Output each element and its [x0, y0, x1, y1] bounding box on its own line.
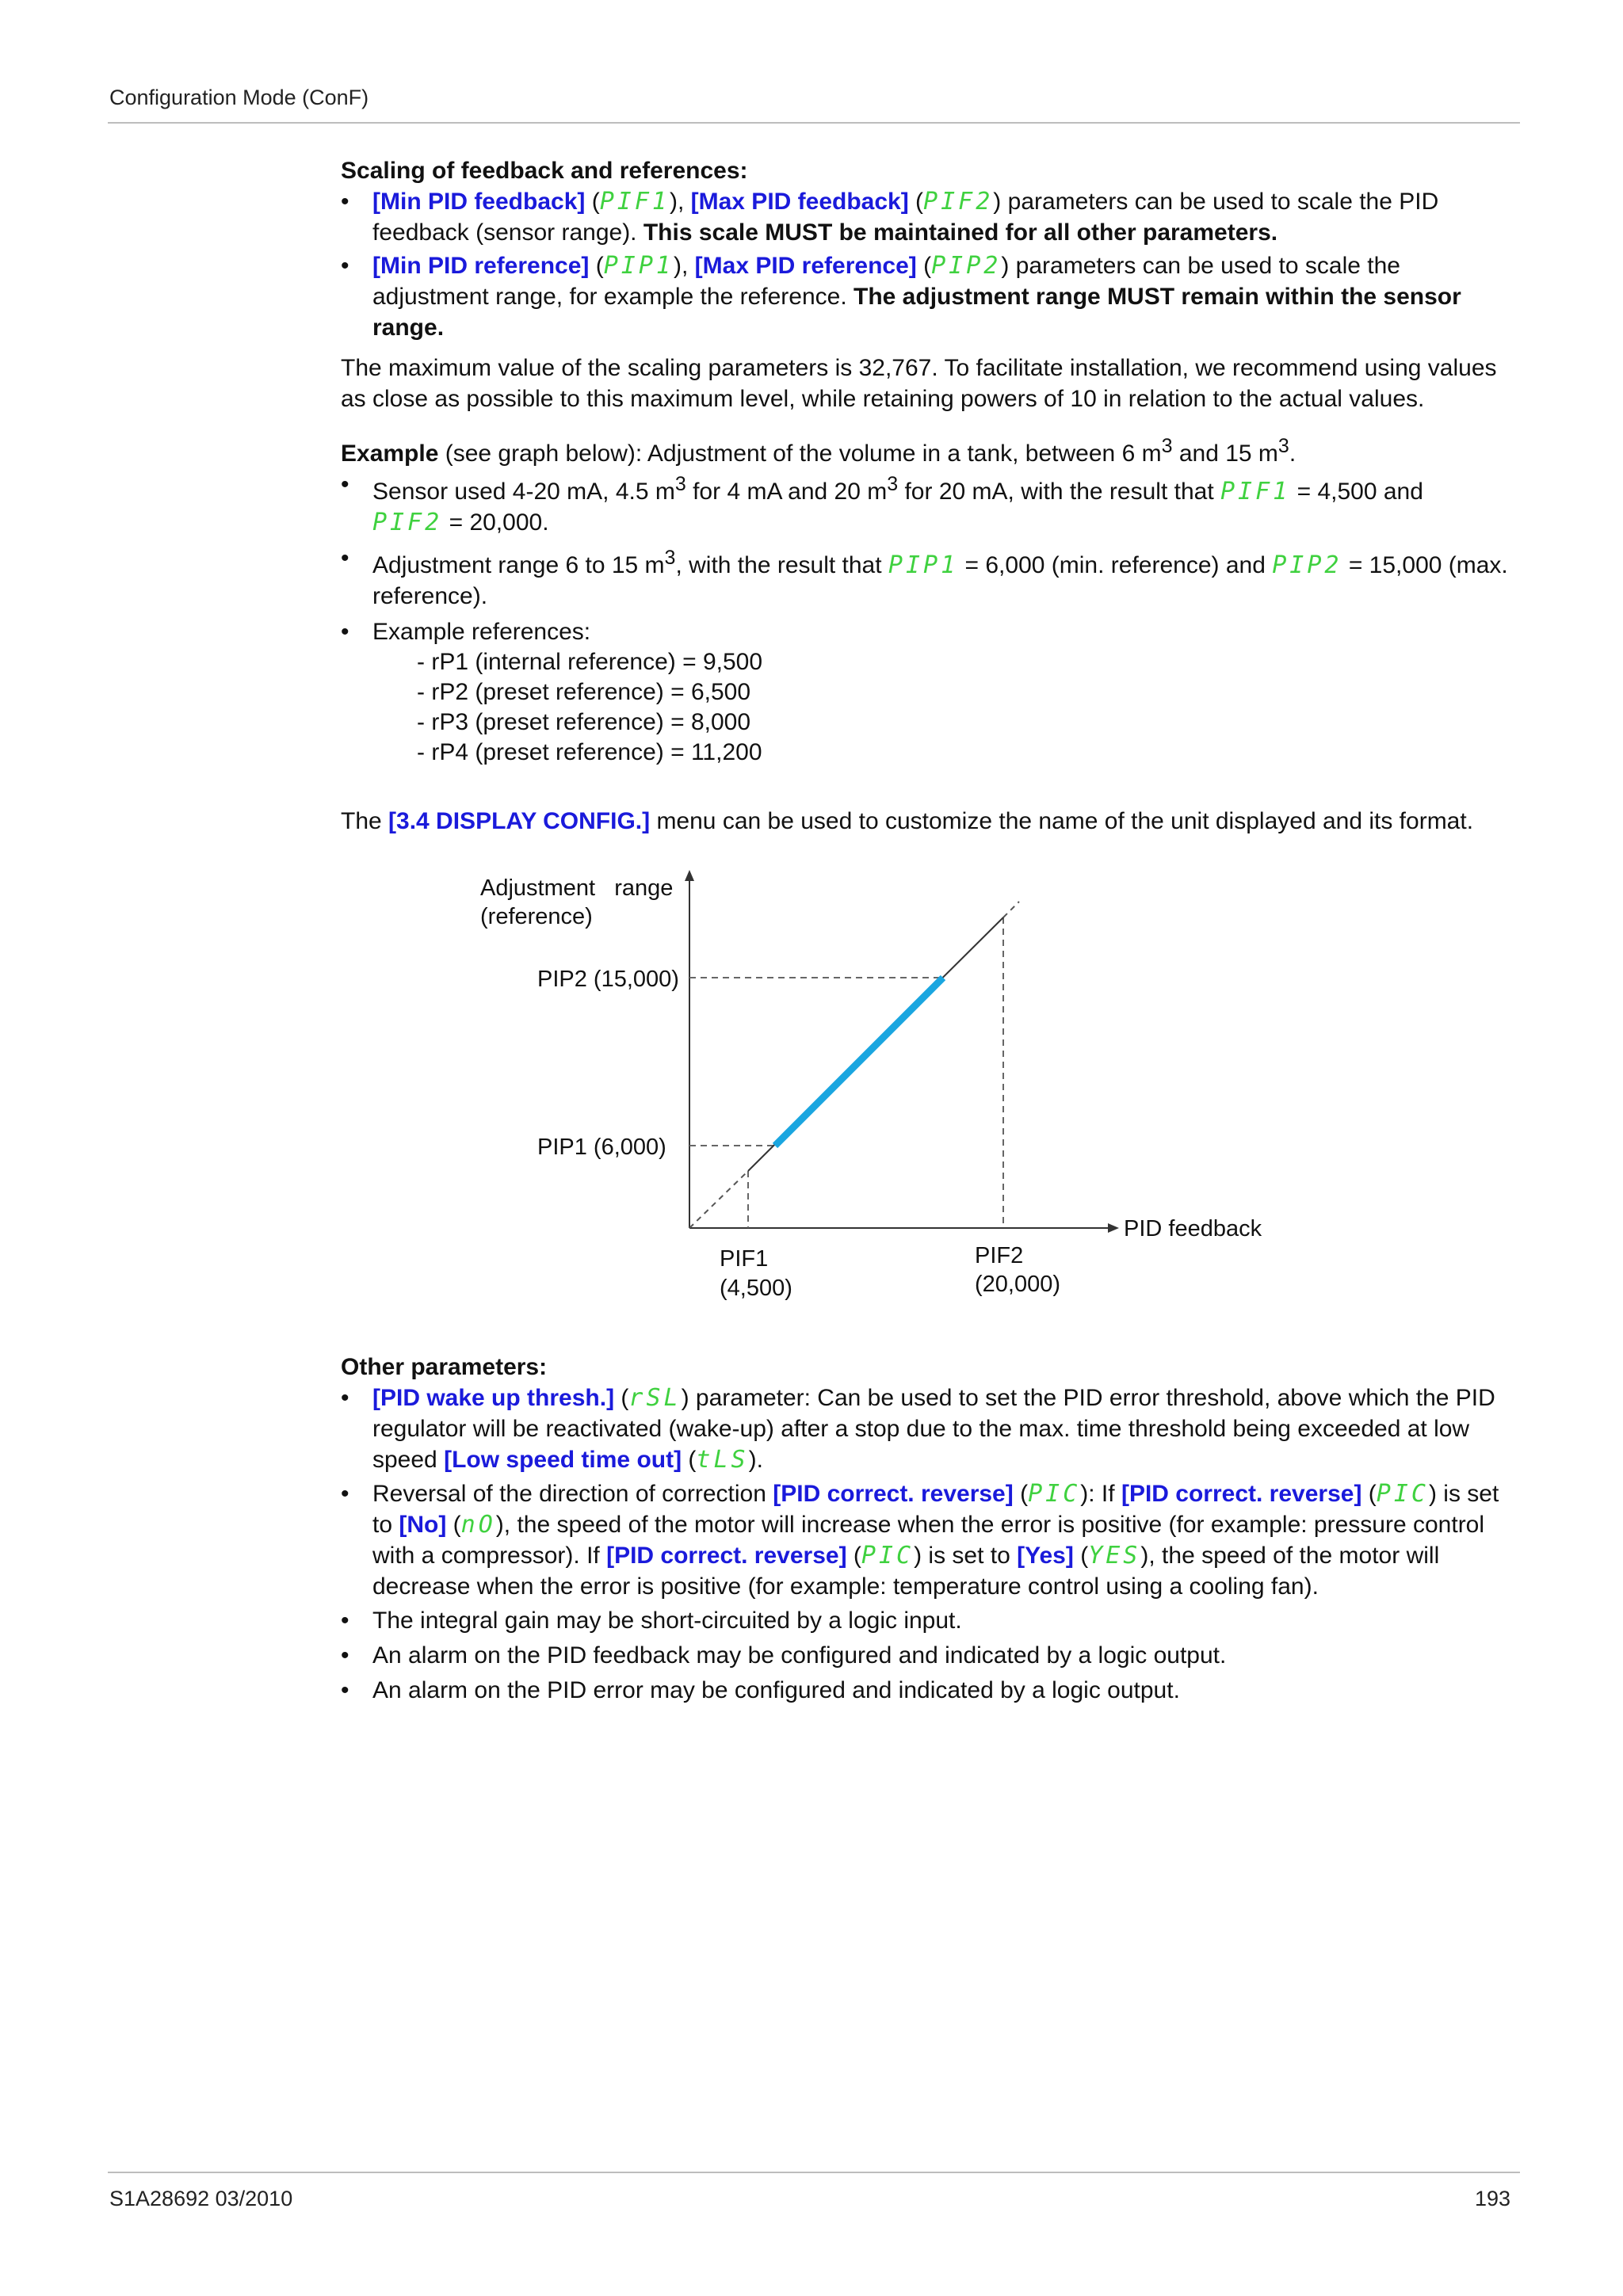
value-yes: [Yes] [1017, 1543, 1074, 1569]
param-code: PIF2 [923, 188, 994, 215]
reference-item: - rP3 (preset reference) = 8,000 [417, 709, 751, 735]
pid-scaling-chart [396, 864, 1300, 1323]
y-axis-label-line1: Adjustment range [480, 875, 674, 901]
value-no: [No] [399, 1512, 447, 1538]
example-intro [341, 431, 1518, 469]
reference-list [341, 647, 1518, 768]
param-code: PIC [861, 1542, 915, 1569]
param-link: [Max PID reference] [694, 253, 917, 279]
origin-extension [689, 1171, 748, 1228]
body-text: Sensor used 4-20 mA, 4.5 m [372, 479, 675, 505]
scaling-heading: Scaling of feedback and references: [341, 158, 748, 184]
body-text: , with the result that [675, 552, 888, 578]
list-item: • Example references: [341, 619, 591, 645]
body-text: is set to [372, 1481, 1499, 1538]
param-link: [PID correct. reverse] [773, 1481, 1014, 1507]
body-text: = 20,000. [442, 509, 549, 536]
param-code: PIP2 [1272, 551, 1342, 579]
param-link: [Min PID feedback] [372, 189, 586, 215]
y-axis-label-line2: (reference) [480, 904, 593, 929]
param-code: tLS [696, 1446, 749, 1474]
x-tick-pif1-name: PIF1 [720, 1246, 769, 1272]
body-text: Reversal of the direction of correction [372, 1481, 773, 1507]
display-config-paragraph [341, 806, 1518, 837]
list-item: • [Min PID feedback] (PIF1), [Max PID feedback] (PIF2) parameters can be used to scale the PID feedback (sensor range). This scale MUST be maintained for all other parameters. [341, 188, 1439, 246]
body-text: for 4 mA and 20 m [685, 479, 888, 505]
adjustment-range-segment [775, 978, 943, 1146]
footer-rule [108, 2172, 1520, 2173]
bold-text: The adjustment range MUST remain within the sensor range. [372, 284, 1461, 341]
body-text: for 20 mA, with the result that [898, 479, 1220, 505]
body-text: , the speed of the motor will decrease when the error is positive (for example: temperature control using a cooling fan). [372, 1543, 1440, 1600]
body-text: and 15 m [1172, 441, 1278, 467]
example-label: Example [341, 441, 439, 467]
body-text: = 6,000 (min. reference) and [958, 552, 1273, 578]
upper-extension [1003, 902, 1019, 917]
reference-item: - rP1 (internal reference) = 9,500 [417, 649, 763, 675]
list-item: • The integral gain may be short-circuited by a logic input. [341, 1608, 962, 1634]
body-text: An alarm on the PID error may be configured and indicated by a logic output. [372, 1677, 1180, 1703]
reference-item: - rP4 (preset reference) = 11,200 [417, 739, 762, 765]
param-code: PIC [1376, 1480, 1429, 1508]
superscript: 3 [674, 473, 686, 495]
scaling-paragraph: The maximum value of the scaling parameters is 32,767. To facilitate installation, we recommend using values as close as possible to this maximum level, while retaining powers of 10 in relation to the actual values. [341, 355, 1497, 412]
param-link: [PID correct. reverse] [606, 1543, 847, 1569]
param-code: PIP1 [888, 551, 959, 579]
footer-page-number: 193 [1474, 2187, 1510, 2210]
y-axis-arrow [685, 870, 694, 881]
param-code: PIF1 [1220, 478, 1291, 505]
superscript: 3 [887, 473, 899, 495]
superscript: 3 [1277, 435, 1289, 457]
bold-text: This scale MUST be maintained for all other parameters. [643, 219, 1278, 246]
param-code: PIF2 [372, 509, 443, 536]
body-text: The integral gain may be short-circuited by a logic input. [372, 1608, 962, 1634]
footer-doc-id: S1A28692 03/2010 [109, 2187, 293, 2210]
param-link: [Min PID reference] [372, 253, 590, 279]
body-text: . [1289, 441, 1296, 467]
param-code: YES [1088, 1542, 1141, 1569]
body-text: is set to [922, 1543, 1018, 1569]
header-rule [108, 122, 1520, 124]
param-code: nO [460, 1511, 496, 1539]
list-item: • Adjustment range 6 to 15 $m^3$, with the result that PIP1 = 6,000 (min. reference) and PIP2 = 15,000 (max. reference). [341, 545, 1508, 609]
list-item: • [Min PID reference] (PIP1), [Max PID reference] (PIP2) parameters can be used to scale the adjustment range, for example the reference. The adjustment range MUST remain within the sensor range. [341, 252, 1461, 341]
other-parameters [341, 1352, 1518, 1706]
superscript: 3 [1161, 435, 1173, 457]
body-text: = 4,500 and [1290, 479, 1423, 505]
x-axis-label: PID feedback [1124, 1216, 1262, 1241]
list-item: • An alarm on the PID feedback may be configured and indicated by a logic output. [341, 1642, 1227, 1669]
x-tick-pif2-value: (20,000) [975, 1272, 1061, 1297]
body-text: parameters can be used to scale the PID feedback (sensor range). [372, 189, 1439, 246]
other-list [341, 1383, 1518, 1706]
body-text: menu can be used to customize the name of the unit displayed and its format. [650, 808, 1474, 834]
param-code: rSL [628, 1384, 682, 1412]
param-link: [PID wake up thresh.] [372, 1385, 615, 1411]
x-axis-arrow [1108, 1223, 1119, 1233]
body-text: . [756, 1447, 763, 1473]
body-text: An alarm on the PID feedback may be configured and indicated by a logic output. [372, 1642, 1227, 1669]
body-text: : If [1088, 1481, 1121, 1507]
body-text: Example references: [372, 619, 591, 645]
body-text: The [341, 808, 389, 834]
param-code: PIP2 [931, 252, 1002, 280]
list-item: • Sensor used 4-20 mA, 4.5 $m^3$ for 4 mA and 20 $m^3$ for 20 mA, with the result that PIF1 = 4,500 and PIF2 = 20,000. [341, 471, 1423, 536]
main-content [341, 155, 1518, 837]
x-tick-pif1-value: (4,500) [720, 1276, 792, 1301]
y-tick-pip1: PIP1 (6,000) [537, 1135, 666, 1160]
list-item: • Reversal of the direction of correction [PID correct. reverse] (PIC): If [PID correct. reverse] (PIC) is set to [No] (nO), the speed of the motor will increase when the error is positive (for example: pressure control with a compressor). If [PID correct. reverse] (PIC) is set to [Yes] (YES), the speed of the motor will decrease when the error is positive (for example: temperature control using a cooling fan). [341, 1480, 1499, 1600]
other-heading: Other parameters: [341, 1354, 548, 1380]
param-code: PIF1 [599, 188, 670, 215]
param-link: [Max PID feedback] [690, 189, 909, 215]
param-code: PIC [1028, 1480, 1081, 1508]
y-tick-pip2: PIP2 (15,000) [537, 967, 679, 992]
reference-item: - rP2 (preset reference) = 6,500 [417, 679, 751, 705]
menu-link: [3.4 DISPLAY CONFIG.] [388, 808, 651, 834]
example-list [341, 469, 1518, 647]
body-text: Adjustment range 6 to 15 m [372, 552, 665, 578]
param-link: [PID correct. reverse] [1121, 1481, 1362, 1507]
param-link: [Low speed time out] [444, 1447, 682, 1473]
body-text: (see graph below): Adjustment of the volume in a tank, between 6 m [438, 441, 1162, 467]
page-header: Configuration Mode (ConF) [109, 86, 369, 109]
body-text: , the speed of the motor will increase when the error is positive (for example: pressure control with a compressor). If [372, 1512, 1485, 1569]
param-code: PIP1 [603, 252, 674, 280]
chart-svg [396, 864, 1300, 1323]
scaling-list [341, 186, 1518, 343]
superscript: 3 [664, 547, 676, 569]
list-item: • [PID wake up thresh.] (rSL) parameter: Can be used to set the PID error threshold, above which the PID regulator will be reactivated (wake-up) after a stop due to the max. time threshold being exceeded at low speed [Low speed time out] (tLS). [341, 1384, 1495, 1474]
list-item: • An alarm on the PID error may be configured and indicated by a logic output. [341, 1677, 1180, 1703]
x-tick-pif2-name: PIF2 [975, 1243, 1024, 1268]
body-text: = 15,000 (max. reference). [372, 552, 1508, 609]
body-text: parameters can be used to scale the adjustment range, for example the reference. [372, 253, 1400, 310]
body-text: parameter: Can be used to set the PID error threshold, above which the PID regulator will be reactivated (wake-up) after a stop due to the max. time threshold being exceeded at low speed [372, 1385, 1495, 1473]
